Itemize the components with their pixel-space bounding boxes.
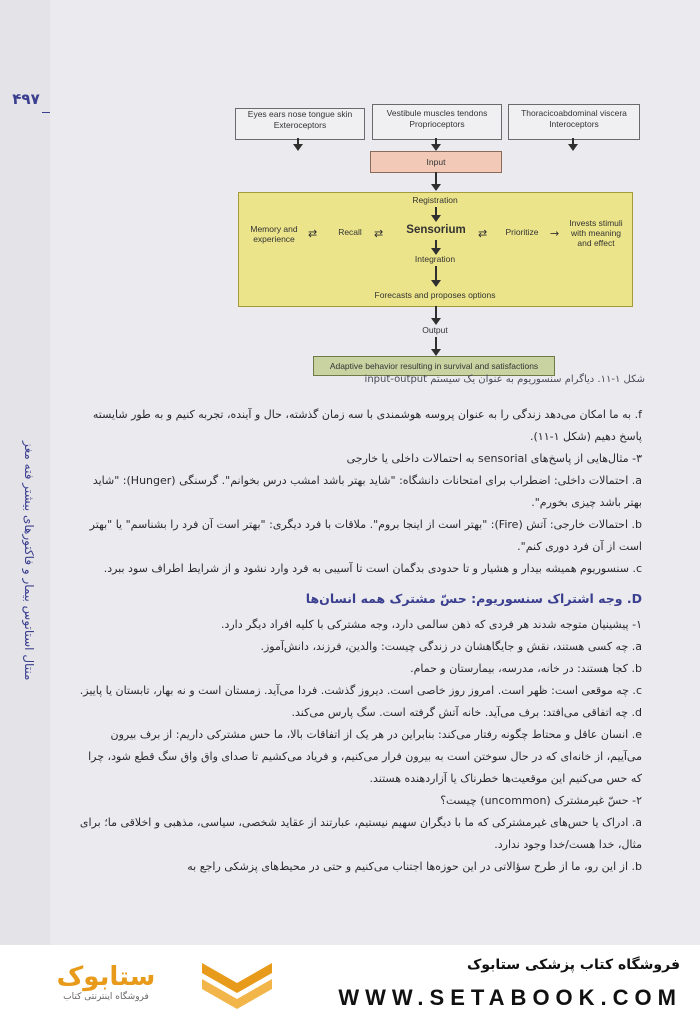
arrow-sensorium-prioritize: ⇄ xyxy=(478,227,488,240)
item-d2: ۲- حسّ غیرمشترک (uncommon) چیست؟ xyxy=(440,794,642,807)
adaptive-box: Adaptive behavior resulting in survival and satisfactions xyxy=(313,356,555,376)
shop-name: فروشگاه کتاب پزشکی ستابوک xyxy=(467,957,680,973)
arrow-adaptive xyxy=(435,337,437,351)
body-text xyxy=(78,404,642,878)
arrow-output xyxy=(435,306,437,320)
arrow-1 xyxy=(297,138,299,146)
header-rule xyxy=(42,112,50,463)
item-d1d: d. چه اتفاقی می‌افتد: برف می‌آید. خانه آتش گرفته است. سگ پارس می‌کند. xyxy=(291,706,642,719)
receptor-box-3: Thoracicoabdominal viscera Interoceptors xyxy=(508,104,640,140)
arrow-registration xyxy=(435,207,437,217)
arrow-input-down xyxy=(435,172,437,186)
page-number: ۴۹۷ xyxy=(12,90,40,108)
sensorium-label: Sensorium xyxy=(406,224,466,236)
arrow-forecasts xyxy=(435,266,437,282)
arrow-integration xyxy=(435,240,437,250)
arrow-3 xyxy=(572,138,574,146)
forecasts-label: Forecasts and proposes options xyxy=(374,290,496,300)
item-d1a: a. چه کسی هستند، نقش و جایگاهشان در زندگی چیست: والدین، فرزند، دانش‌آموز. xyxy=(260,640,642,653)
prioritize-label: Prioritize xyxy=(505,227,539,237)
item-d1e: e. انسان عاقل و محتاط چگونه رفتار می‌کند: بنابراین در هر یک از اتفاقات بالا، ما حس مشترکی داریم: از برف بیرون می‌آییم، از خانه‌ای که در حال سوختن است به بیرون فرار می‌کنیم، و فریاد می‌کشیم تا صدای واق واق سگ قطع شود، چرا که حس می‌کنیم این موقعیت‌ها خطرناک یا آزاردهنده هستند. xyxy=(88,728,642,785)
figure-caption: شکل ۱-۱۱. دیاگرام سنسوریوم به عنوان یک سیستم input-output xyxy=(364,374,645,385)
section-3: ۳- مثال‌هایی از پاسخ‌های sensorial به احتمالات داخلی یا خارجی xyxy=(346,452,642,465)
invests-label: Invests stimuli with meaning and effect xyxy=(569,218,623,249)
item-3b: b. احتمالات خارجی: آتش (Fire): "بهتر است از اینجا بروم". ملاقات با فرد دیگری: "بهتر است آن فرد را بشناسم" یا "بهتر است از آن فرد دوری کنم". xyxy=(89,518,642,553)
arrow-recall-sensorium: ⇄ xyxy=(374,227,384,240)
receptor-box-2: Vestibule muscles tendons Proprioceptors xyxy=(372,104,502,140)
item-d2b: b. از این رو، ما از طرح سؤالاتی در این حوزه‌ها اجتناب می‌کنیم و حتی در محیط‌های پزشکی راجع به xyxy=(187,860,642,873)
item-f: f. به ما امکان می‌دهد زندگی را به عنوان پروسه هوشمندی با سه زمان گذشته، حال و آینده، تجربه کنیم و به طور شایسته پاسخ دهیم (شکل ۱-۱۱). xyxy=(92,408,642,443)
output-label: Output xyxy=(422,325,448,335)
item-3c: c. سنسوریوم همیشه بیدار و هشیار و تا حدودی بدگمان است تا آسیبی به فرد وارد نشود و از شرایط اطراف سود ببرد. xyxy=(103,562,642,575)
integration-label: Integration xyxy=(414,254,456,264)
input-box: Input xyxy=(370,151,502,173)
item-3a: a. احتمالات داخلی: اضطراب برای امتحانات دانشگاه: "شاید بهتر باشد امشب درس بخوانم". گرسنگی (Hunger): "شاید بهتر باشد چیزی بخورم". xyxy=(92,474,642,509)
logo: ستابوک فروشگاه اینترنتی کتاب xyxy=(56,962,156,1002)
item-d2a: a. ادراک یا حس‌های غیرمشترکی که ما با دیگران سهیم نیستیم، عبارتند از عقاید شخصی، سیاسی، مذهبی و اخلاقی ما؛ برای مثال، خدا هست/خدا وجود ندارد. xyxy=(79,816,642,851)
item-d1c: c. چه موقعی است: ظهر است. امروز روز خاصی است. دیروز گذشت. فردا می‌آید. زمستان است و نه بهار، تابستان یا پاییز. xyxy=(79,684,642,697)
section-heading-d: D. وجه اشتراک سنسوریوم: حسّ مشترک همه انسان‌ها xyxy=(305,591,642,606)
arrow-2 xyxy=(435,138,437,146)
arrow-prioritize-invests: → xyxy=(550,227,560,240)
recall-label: Recall xyxy=(338,227,362,237)
shop-url[interactable]: WWW.SETABOOK.COM xyxy=(338,985,682,1010)
item-d1: ۱- پیشینیان متوجه شدند هر فردی که ذهن سالمی دارد، وجه مشترکی با کلیه افراد دیگر دارد. xyxy=(220,618,642,631)
memory-label: Memory and experience xyxy=(250,224,298,245)
arrow-memory-recall: ⇄ xyxy=(308,227,318,240)
running-title: منتال استاتوس بیمار و فاکتورهای بیشتر فته مغز xyxy=(22,440,36,680)
logo-chevron-icon xyxy=(202,963,272,1009)
receptor-box-1: Eyes ears nose tongue skin Exteroceptors xyxy=(235,108,365,140)
registration-label: Registration xyxy=(412,195,458,205)
item-d1b: b. کجا هستند: در خانه، مدرسه، بیمارستان و حمام. xyxy=(410,662,642,675)
